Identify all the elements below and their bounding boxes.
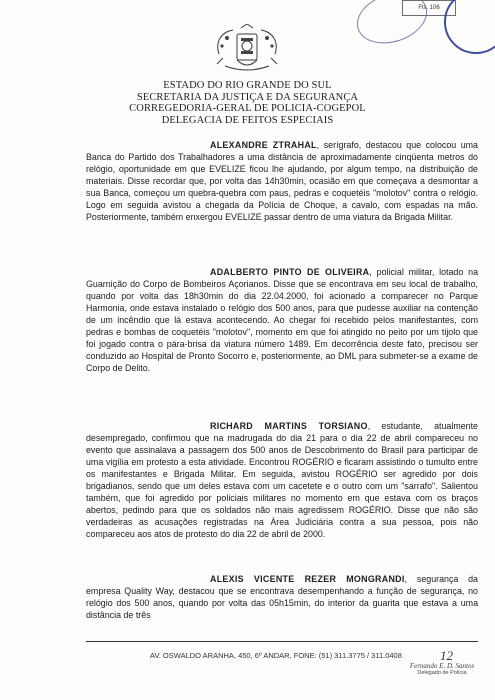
header-corregedoria: CORREGEDORIA-GERAL DE POLICIA-COGEPOL [129,103,366,114]
header-secretariat: SECRETARIA DA JUSTIÇA E DA SEGURANÇA [136,91,359,103]
signature-name: Fernando E. D. Santos [409,662,475,670]
letterhead [0,80,495,126]
header-state: ESTADO DO RIO GRANDE DO SUL [163,80,332,91]
testimony-text: , segurança da empresa Quality Way, destacou que se encontrava desempenhando a função de segurança, no relógio dos 500 anos, quando por volta das 05h15min, do interior da guarita que estava a uma distância de três [86,574,478,621]
page-number: 12 [440,648,453,663]
witness-name: ALEXIS VICENTE REZER MONGRANDI [210,574,405,584]
testimony-text: , policial militar, lotado na Guarnição do Corpo de Bombeiros Açorianos. Disse que se encontrava em seu local de trabalho, quando por volta das 18h30min do dia 22.04.2000, foi acionado a comparecer no Parque Harmonia, onde estava instalado o relógio dos 500 anos, para que pudesse auxiliar na contenção de um incêndio que lá estava acontecendo. Ao chegar foi recebido pelos manifestantes, com pedras e bombas de coquetéis "molotov", momento em que foi atingido no peito por um tijolo que foi jogado contra o pára-brisa da viatura número 1489. Em decorrência deste fato, precisou ser conduzido ao Hospital de Pronto Socorro e, posteriormente, ao DML para submeter-se a exame de Corpo de Delito. [86,267,479,374]
testimony-paragraph [86,573,478,621]
testimony-paragraph [86,266,478,374]
folio-stamp: Fls. 106 [402,0,456,16]
testimony-text: , estudante, atualmente desempregado, confirmou que na madrugada do dia 21 para o dia 22 de abril compareceu no evento que assinalava a passagem dos 500 anos de Descobrimento do Brasil para participar de uma vigília em protesto a esta atividade. Encontrou ROGÉRIO e ficaram assistindo o tumulto entre os manifestantes e Brigada Militar. Em seguida, avistou ROGÉRIO ser agredido por dois brigadianos, sendo que um deles estava com um cacetete e o outro com um "sarrafo". Salientou também, que foi agredido por policiais militares no momento em que estava com os braços abertos, pedindo para que os soldados não mais agredissem ROGÉRIO. Disse que não são verdadeiras as acusações registradas na Área Judiciária contra a sua pessoa, pois não compareceu aos atos de protesto do dia 22 de abril de 2000. [86,421,478,540]
witness-name: ALEXANDRE ZTRAHAL [210,140,317,150]
witness-name: RICHARD MARTINS TORSIANO [210,421,368,431]
coat-of-arms-icon [211,24,283,74]
footer-divider [86,641,478,642]
signature-stamp [402,663,482,676]
testimony-paragraph [86,420,478,540]
signature-title: Delegado de Polícia [417,669,467,676]
testimony-paragraph [86,139,478,223]
testimony-text: , serígrafo, destacou que colocou uma Banca do Partido dos Trabalhadores a uma distância de aproximadamente cinqüenta metros do relógio, oportunidade em que EVELIZE ficou lhe ajudando, por algum tempo, na distribuição de materiais. Disse recordar que, por volta das 14h30min, ocasião em que começava a desmontar a sua Banca, começou um quebra-quebra com paus, pedras e coquetéis "molotov" contra o relógio. Logo em seguida avistou a chegada da Polícia de Choque, a cavalo, com espadas na mão. Posteriormente, também enxergou EVELIZE passar dentro de uma viatura da Brigada Militar. [86,140,478,223]
round-seal-stamp [444,0,495,54]
header-delegacia: DELEGACIA DE FEITOS ESPECIAIS [161,114,334,126]
witness-name: ADALBERTO PINTO DE OLIVEIRA [210,267,370,277]
footer-address: AV. OSWALDO ARANHA, 450, 6º ANDAR, FONE: (51) 311.3775 / 311.0408 [150,651,402,660]
